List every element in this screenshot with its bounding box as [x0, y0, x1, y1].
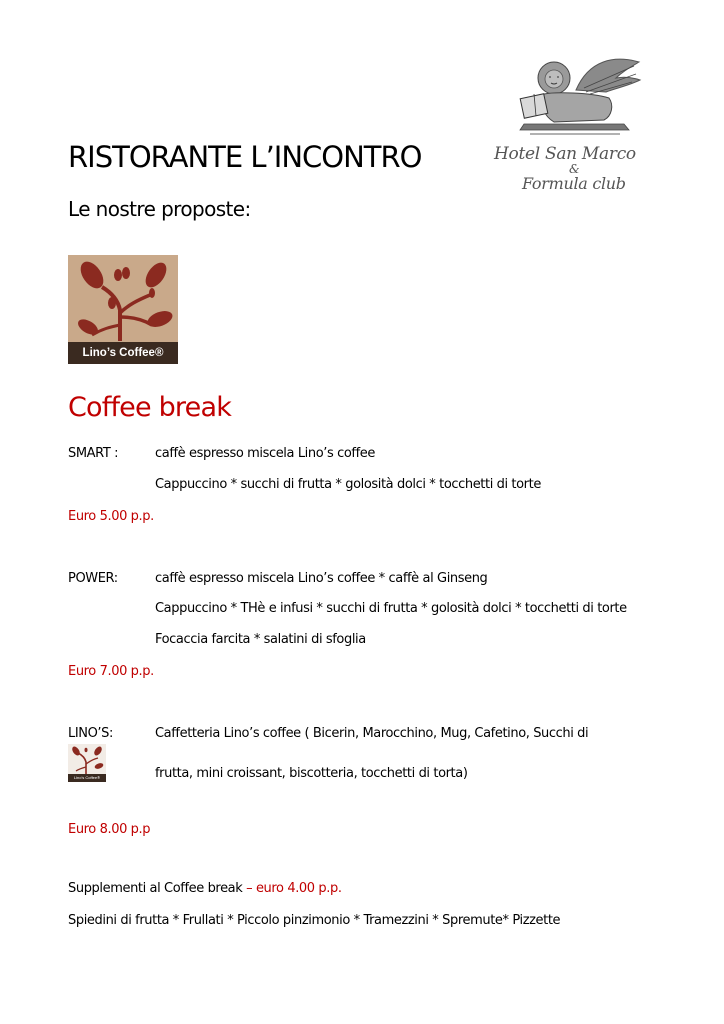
supplements-items: Spiedini di frutta * Frullati * Piccolo pinzimonio * Tramezzini * Spremute* Pizzette — [68, 913, 561, 928]
power-line-3: Focaccia farcita * salatini di sfoglia — [155, 632, 366, 647]
page-title: RISTORANTE L’INCONTRO — [68, 140, 422, 174]
hotel-name: Hotel San Marco — [494, 144, 636, 164]
power-price: Euro 7.00 p.p. — [68, 664, 154, 679]
supplements-title — [68, 881, 342, 896]
smart-line-2: Cappuccino * succhi di frutta * golosità dolci * tocchetti di torte — [155, 477, 541, 492]
smart-price: Euro 5.00 p.p. — [68, 509, 154, 524]
power-line-1: caffè espresso miscela Lino’s coffee * caffè al Ginseng — [155, 571, 488, 586]
hotel-ampersand: & — [569, 162, 580, 176]
smart-label: SMART : — [68, 446, 119, 461]
linos-line-1: Caffetteria Lino’s coffee ( Bicerin, Marocchino, Mug, Cafetino, Succhi di — [155, 726, 589, 741]
linos-coffee-label: Lino’s Coffee® — [68, 342, 178, 364]
power-label: POWER: — [68, 571, 118, 586]
linos-price: Euro 8.00 p.p — [68, 822, 151, 837]
page-subtitle: Le nostre proposte: — [68, 197, 251, 221]
linos-coffee-small-logo — [68, 744, 106, 782]
supplements-label: Supplementi al Coffee break — [68, 881, 243, 896]
supplements-price: – euro 4.00 p.p. — [242, 881, 342, 896]
linos-coffee-logo — [68, 255, 178, 364]
hotel-logo — [494, 50, 654, 200]
power-line-2: Cappuccino * THè e infusi * succhi di frutta * golosità dolci * tocchetti di torte — [155, 601, 627, 616]
winged-lion-icon — [494, 50, 654, 140]
smart-line-1: caffè espresso miscela Lino’s coffee — [155, 446, 375, 461]
linos-line-2: frutta, mini croissant, biscotteria, tocchetti di torta) — [155, 766, 468, 781]
hotel-club-name: Formula club — [522, 174, 626, 193]
coffee-plant-icon — [68, 744, 106, 774]
section-title: Coffee break — [68, 392, 232, 423]
linos-coffee-small-label: Lino’s Coffee® — [68, 774, 106, 782]
linos-label: LINO’S: — [68, 726, 113, 741]
coffee-plant-icon — [68, 255, 178, 342]
